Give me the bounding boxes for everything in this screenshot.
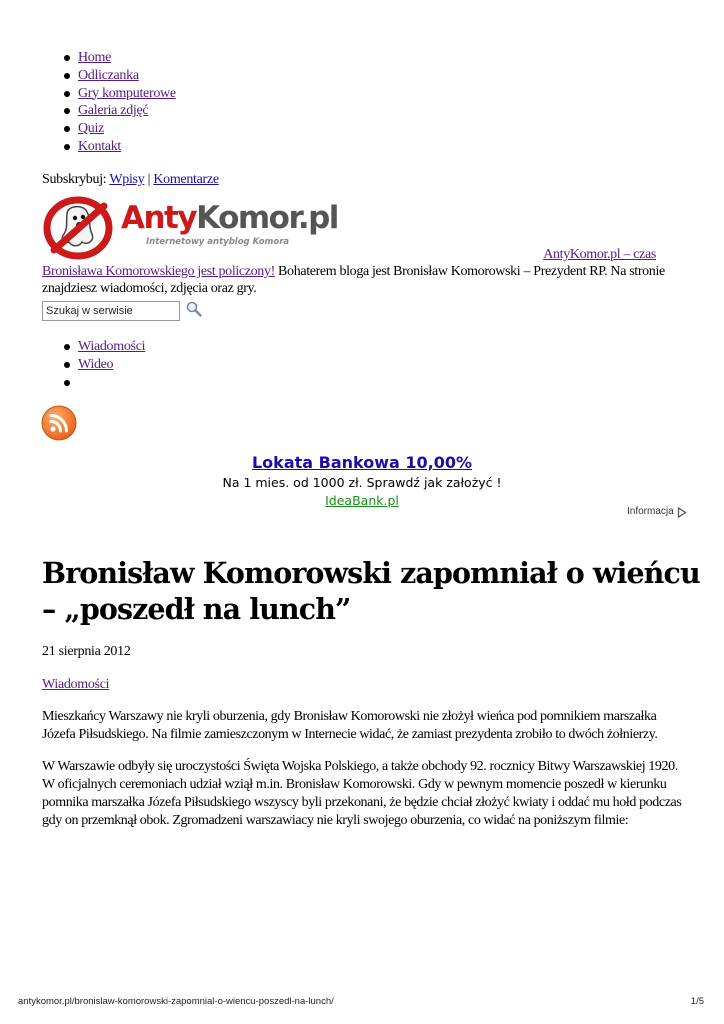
- subscribe-comments-link[interactable]: Komentarze: [153, 172, 219, 187]
- category-nav: [78, 338, 145, 391]
- logo-brand-komor: Komor: [196, 200, 298, 236]
- article-paragraph-2: W Warszawie odbyły się uroczystości Święta Wojska Polskiego, a także obchody 92. rocznicy Bitwy Warszawskiej 1920. W oficjalnych ceremoniach udział wziął m.in. Bronisław Komorowski. Gdy w pewnym momencie poszedł w kierunku pomnika marszałka Józefa Piłsudskiego wszyscy byli przekonani, że będzie chciał złożyć kwiaty i oddać mu hołd podczas gdy on przemknął obok. Zgromadzeni warszawiacy nie kryli swojego oburzenia, co widać na poniższym filmie:: [42, 759, 682, 828]
- intro-link-part1[interactable]: AntyKomor.pl – czas: [543, 247, 656, 262]
- ad-info-button[interactable]: [627, 503, 687, 521]
- article-paragraph-1: Mieszkańcy Warszawy nie kryli oburzenia, gdy Bronisław Komorowski nie złożył wieńca pod pomnikiem marszałka Józefa Piłsudskiego. Na filmie zamieszczonym w Internecie widać, że zamiast prezydenta zrobiło to dwóch żołnierzy.: [42, 709, 658, 742]
- nav-item-home: [78, 49, 176, 67]
- nav-link-home[interactable]: Home: [78, 50, 112, 65]
- subscribe-label: Subskrybuj:: [42, 172, 107, 187]
- article-title: Bronisław Komorowski zapomniał o wieńcu – „poszedł na lunch”: [42, 556, 700, 626]
- logo-tagline: Internetowy antyblog Komora: [146, 237, 290, 247]
- nav-item-gry: [78, 85, 176, 103]
- intro-text: Bohaterem bloga jest Bronisław Komorowski – Prezydent RP. Na stronie znajdziesz wiadomości, zdjęcia oraz gry.: [42, 264, 665, 296]
- category-item-wiadomosci: [78, 338, 145, 356]
- nav-link-gry[interactable]: Gry komputerowe: [78, 85, 176, 101]
- nav-item-odliczanka: [78, 67, 176, 85]
- text-ad: [0, 452, 724, 510]
- nav-item-galeria: [78, 102, 176, 120]
- footer-page-number: 1/5: [690, 996, 704, 1007]
- main-nav: [78, 49, 176, 156]
- footer-url: antykomor.pl/bronislaw-komorowski-zapomnial-o-wiencu-poszedl-na-lunch/: [18, 996, 334, 1007]
- intro-link-part2[interactable]: Bronisława Komorowskiego jest policzony!: [42, 264, 275, 279]
- nav-item-quiz: [78, 120, 176, 138]
- article-date: 21 sierpnia 2012: [42, 644, 131, 659]
- site-intro: [42, 246, 682, 297]
- article-category: [42, 676, 109, 694]
- subscribe-bar: [42, 171, 219, 189]
- category-item-wideo: [78, 356, 145, 374]
- search-form: [42, 301, 180, 321]
- ad-domain-link[interactable]: IdeaBank.pl: [325, 493, 399, 508]
- nav-item-kontakt: [78, 138, 176, 156]
- play-triangle-icon: [677, 507, 687, 518]
- subscribe-separator: |: [147, 172, 151, 187]
- nav-link-quiz[interactable]: Quiz: [78, 121, 105, 137]
- category-link-wiadomosci[interactable]: Wiadomości: [78, 339, 146, 354]
- magnifier-icon[interactable]: [185, 300, 203, 318]
- subscribe-posts-link[interactable]: Wpisy: [109, 172, 145, 187]
- category-item-empty: [78, 374, 145, 392]
- article-category-link[interactable]: Wiadomości: [42, 677, 110, 692]
- nav-link-kontakt[interactable]: Kontakt: [78, 138, 122, 154]
- rss-icon[interactable]: [41, 405, 77, 441]
- svg-text:AntyKomor.pl: [121, 200, 338, 236]
- ad-info-label: Informacja: [627, 506, 674, 517]
- nav-link-odliczanka[interactable]: Odliczanka: [78, 67, 139, 83]
- search-input[interactable]: [42, 301, 180, 321]
- logo-brand-anty: Anty: [121, 200, 197, 236]
- ad-description: Na 1 mies. od 1000 zł. Sprawdź jak założyć !: [222, 475, 502, 490]
- nav-link-galeria[interactable]: Galeria zdjęć: [78, 103, 149, 119]
- logo-brand-pl: .pl: [297, 200, 338, 236]
- category-link-wideo[interactable]: Wideo: [78, 356, 114, 372]
- ad-title-link[interactable]: Lokata Bankowa 10,00%: [251, 453, 472, 472]
